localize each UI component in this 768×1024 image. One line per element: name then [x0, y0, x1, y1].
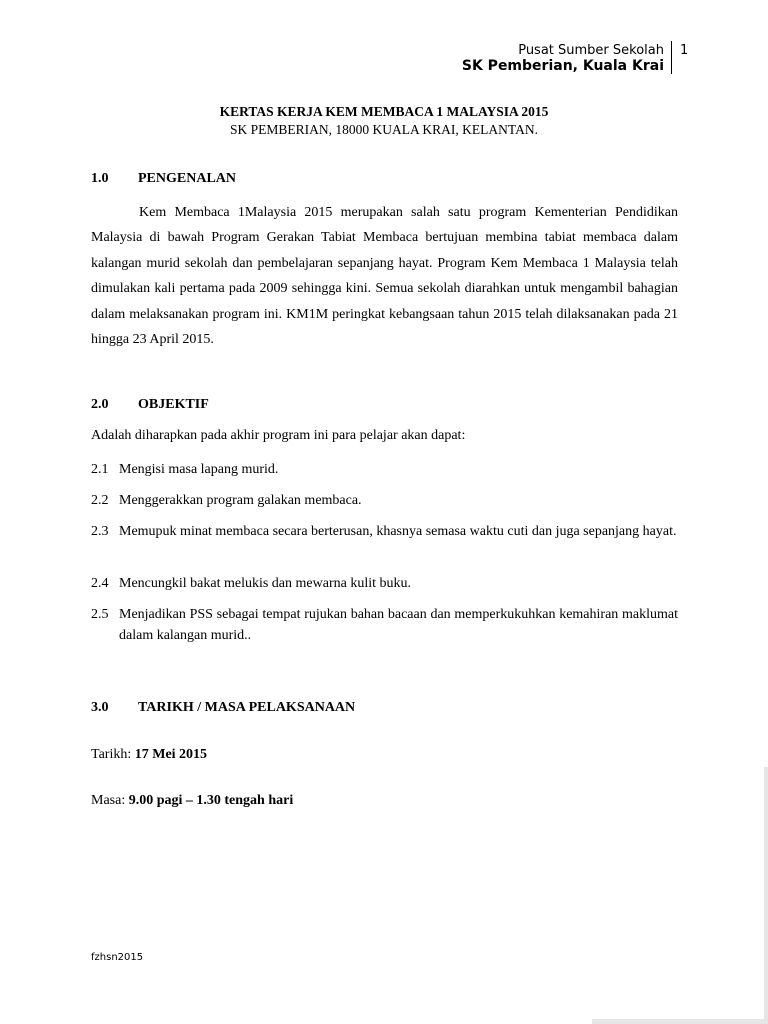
objective-number: 2.5 — [91, 607, 109, 622]
objective-item — [91, 573, 678, 594]
objective-item — [91, 459, 678, 480]
date-value: 17 Mei 2015 — [134, 747, 208, 762]
time-line — [91, 793, 293, 809]
objective-text: Menggerakkan program galakan membaca. — [119, 493, 362, 508]
section-1-body: Kem Membaca 1Malaysia 2015 merupakan salah satu program Kementerian Pendidikan Malaysia di bawah Program Gerakan Tabiat Membaca bertujuan membina tabiat membaca dalam kalangan murid sekolah dan pembelajaran sepanjang hayat. Program Kem Membaca 1 Malaysia telah dimulakan kali pertama pada 2009 sehingga kini. Semua sekolah diarahkan untuk mengambil bahagian dalam melaksanakan program ini. KM1M peringkat kebangsaan tahun 2015 telah dilaksanakan pada 21 hingga 23 April 2015. — [91, 205, 678, 348]
time-label: Masa: — [91, 793, 126, 808]
objective-text: Memupuk minat membaca secara berterusan, khasnya semasa waktu cuti dan juga sepanjang hayat. — [119, 524, 677, 539]
document-subtitle: SK PEMBERIAN, 18000 KUALA KRAI, KELANTAN. — [230, 122, 538, 137]
objective-text: Menjadikan PSS sebagai tempat rujukan bahan bacaan dan memperkukuhkan kemahiran maklumat dalam kalangan murid.. — [119, 607, 678, 643]
section-2-number: 2.0 — [91, 397, 109, 412]
section-2-intro: Adalah diharapkan pada akhir program ini para pelajar akan dapat: — [91, 428, 466, 443]
section-3-title: TARIKH / MASA PELAKSANAAN — [138, 700, 356, 715]
section-1-number: 1.0 — [91, 171, 109, 186]
objective-item — [91, 521, 678, 542]
objective-item — [91, 490, 678, 511]
objective-text: Mencungkil bakat melukis dan mewarna kulit buku. — [119, 576, 411, 591]
objective-number: 2.4 — [91, 576, 109, 591]
section-3-number: 3.0 — [91, 700, 109, 715]
header-divider — [671, 41, 672, 74]
section-1-title: PENGENALAN — [138, 171, 237, 186]
page-edge-bottom — [592, 1019, 768, 1024]
objective-number: 2.3 — [91, 524, 109, 539]
footer-text: fzhsn2015 — [91, 952, 144, 963]
objective-item — [91, 604, 678, 646]
page-edge-right — [764, 767, 768, 1024]
time-value: 9.00 pagi – 1.30 tengah hari — [128, 793, 294, 808]
section-2-title: OBJEKTIF — [138, 397, 209, 412]
objective-number: 2.1 — [91, 462, 109, 477]
page-number: 1 — [680, 43, 689, 58]
date-label: Tarikh: — [91, 747, 132, 762]
date-line — [91, 747, 207, 763]
header-school-name: SK Pemberian, Kuala Krai — [461, 58, 664, 74]
document-title: KERTAS KERJA KEM MEMBACA 1 MALAYSIA 2015 — [219, 104, 549, 119]
objective-text: Mengisi masa lapang murid. — [119, 462, 279, 477]
header-school-unit: Pusat Sumber Sekolah — [518, 43, 664, 58]
objective-number: 2.2 — [91, 493, 109, 508]
